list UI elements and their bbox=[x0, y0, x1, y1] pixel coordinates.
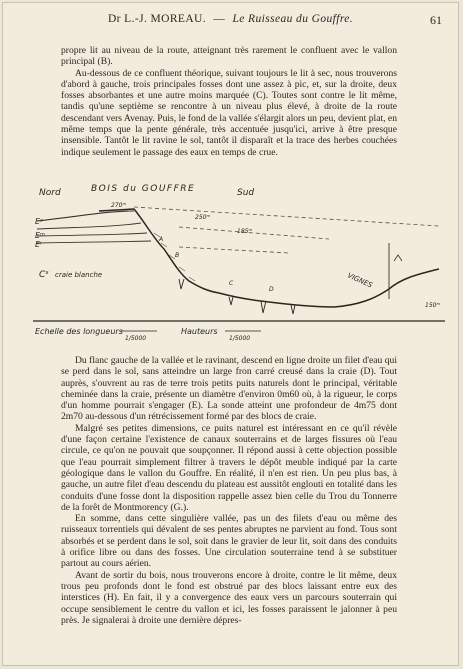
header-separator: — bbox=[213, 13, 226, 25]
label-em: Eᵐ bbox=[35, 231, 46, 240]
label-craie: craie blanche bbox=[55, 271, 103, 279]
paragraph: Au-dessous de ce confluent théorique, suivant toujours le lit à sec, nous trouverons d'abord à gauche, trois principales fosses dont une assez à pic, et, sur la droite, deux fosses absorbantes et une autre moins marquée (C). Toutes sont contre le lit même, tandis qu'une septième se rencontre à un niveau plus élevé, à droite de la route descendant vers Avenay. Puis, le fond de la vallée s'élargit alors un peu, devient plat, en même temps que la pente générale, très accentuée jusqu'ici, arrive à être presque insensible. Tantôt le lit ravine le sol, tantôt il disparaît et la trace des herbes couchées indique seulement le passage des eaux en temps de crue. bbox=[61, 67, 397, 158]
paragraph: Du flanc gauche de la vallée et le ravinant, descend en ligne droite un filet d'eau qui se perd dans le sol, sans atteindre un large fron carré creusé dans la craie (D). Tout auprès, s'ouvrent au ras de terre trois petits puits naturels dont le principal, véritable cheminée dans la craie, présente un diamètre d'environ 0m60 où, à la rigueur, le corps d'un homme pourrait s'engager (E). La sonde atteint une profondeur de 4m75 dont 2m70 au-dessous d'un rétrécissement formé par des blocs de craie. bbox=[61, 355, 397, 423]
label-bois: BOIS du GOUFFRE bbox=[91, 184, 196, 194]
label-hauteurs: Hauteurs bbox=[181, 327, 218, 336]
label-c: C bbox=[229, 280, 234, 287]
header-title: Le Ruisseau du Gouffre. bbox=[232, 13, 354, 25]
label-sud: Sud bbox=[237, 188, 255, 198]
page-header bbox=[13, 13, 448, 31]
text-block-top bbox=[61, 45, 397, 158]
label-alt-270: 270ᵐ bbox=[111, 202, 127, 209]
label-ei: Eⁱ bbox=[35, 240, 42, 249]
label-alt-250: 250ᵐ bbox=[195, 214, 211, 221]
geological-cross-section bbox=[29, 181, 449, 341]
header-author: Dr L.-J. MOREAU. bbox=[107, 13, 207, 25]
page-number: 61 bbox=[430, 13, 442, 27]
label-d: D bbox=[269, 286, 274, 293]
paragraph: Avant de sortir du bois, nous trouverons encore à droite, contre le lit même, deux trous peu profonds dont le fond est obstrué par des blocs laissant entre eux des interstices (H). En fait, il y a convergence des eaux vers un parcours souterrain qui occupe sensiblement le centre du vallon et ici, les fosses paraissent le jalonner à peu près. Je signalerai à droite une dernière dépres- bbox=[61, 569, 397, 626]
label-cs: Cˢ bbox=[39, 270, 49, 280]
label-scale-l: 1/5000 bbox=[125, 335, 147, 341]
book-page bbox=[2, 2, 459, 666]
label-vignes: VIGNES bbox=[346, 271, 374, 290]
running-head bbox=[13, 13, 448, 25]
label-echelle: Echelle des longueurs bbox=[35, 327, 123, 336]
label-b: B bbox=[175, 252, 180, 259]
paragraph: propre lit au niveau de la route, atteignant très rarement le confluent avec le vallon principal (B). bbox=[61, 45, 397, 68]
paragraph: En somme, dans cette singulière vallée, pas un des filets d'eau ou même des ruisseaux torrentiels qui dévalent de ses pentes abruptes ne parvient au fond. Tous sont absorbés et se perdent dans le sol, soit dans le gravier de leur lit, soit dans des conduits à orifice libre ou dans des fosses. Une circulation souterraine tend à se substituer partout au cours aérien. bbox=[61, 513, 397, 570]
label-alt-185: 185ᵐ bbox=[237, 228, 253, 235]
label-nord: Nord bbox=[39, 188, 61, 198]
label-alt-150: 150ᵐ bbox=[425, 302, 441, 309]
paragraph: Malgré ses petites dimensions, ce puits naturel est intéressant en ce qu'il révèle d'une façon certaine l'existence de canaux souterrains et de larges fissures où l'eau circule, ce qu'on ne pouvait que soupçonner. Il répond aussi à cette objection possible que l'eau pourrait simplement filtrer à travers le dépôt meuble indiqué par la carte géologique dans le vallon du Gouffre. En réalité, il n'en est rien. Un peu plus bas, à gauche, un autre filet d'eau descendu du plateau est aussitôt englouti en totalité dans les conduits d'une fosse dont la disposition rappelle assez bien celle du Trou du Tonnerre de la forêt de Montmorency (G.). bbox=[61, 422, 397, 513]
label-a: A bbox=[159, 236, 164, 243]
text-block-bottom bbox=[61, 355, 397, 626]
label-scale-h: 1/5000 bbox=[229, 335, 251, 341]
label-es: Eˢ bbox=[35, 217, 44, 226]
